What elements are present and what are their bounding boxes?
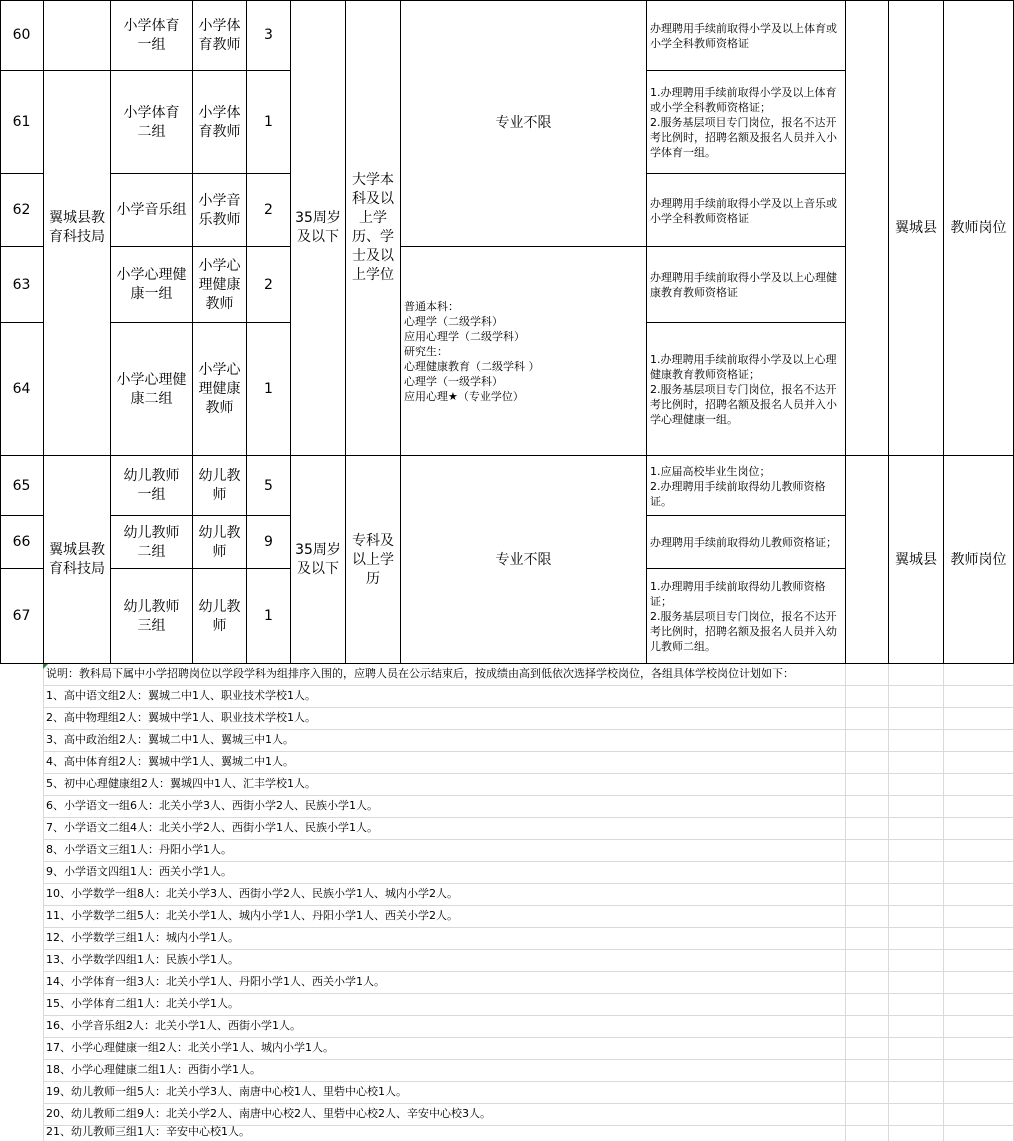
post-type: 教师岗位 [950, 219, 1007, 236]
row-number: 63 [12, 276, 31, 293]
note-line: 14、小学体育一组3人：北关小学1人、丹阳小学1人、西关小学1人。 [46, 975, 385, 988]
sheet-grid-line [845, 663, 846, 1141]
row-number: 65 [12, 477, 31, 494]
hire-count: 1 [264, 608, 273, 624]
row-number: 62 [12, 202, 31, 218]
note-line: 5、初中心理健康组2人：翼城四中1人、汇丰学校1人。 [46, 777, 316, 790]
org-name: 翼城县教育科技局 [49, 542, 105, 577]
group-name: 小学心理健康一组 [116, 267, 187, 302]
note-line: 9、小学语文四组1人：西关小学1人。 [46, 865, 232, 878]
note-line: 20、幼儿教师二组9人：北关小学2人、南唐中心校2人、里砦中心校2人、辛安中心校3人。 [46, 1107, 491, 1120]
note-line: 21、幼儿教师三组1人：辛安中心校1人。 [46, 1125, 250, 1138]
group-name: 小学音乐组 [116, 202, 187, 218]
region: 翼城县 [895, 219, 937, 236]
post-type: 教师岗位 [950, 551, 1007, 568]
age-requirement: 35周岁及以下 [295, 210, 341, 245]
note-line: 6、小学语文一组6人：北关小学3人、西街小学2人、民族小学1人。 [46, 799, 378, 812]
group-name: 幼儿教师一组 [123, 468, 180, 503]
note-line: 8、小学语文三组1人：丹阳小学1人。 [46, 843, 232, 856]
hire-count: 1 [264, 381, 273, 397]
grid-line [845, 0, 846, 663]
row-number: 60 [12, 27, 31, 43]
org-name: 翼城县教育科技局 [49, 210, 105, 245]
region: 翼城县 [895, 551, 937, 568]
hire-count: 3 [264, 27, 273, 43]
note-line: 3、高中政治组2人：翼城二中1人、翼城三中1人。 [46, 733, 294, 746]
other-requirement: 办理聘用手续前取得小学及以上音乐或小学全科教师资格证 [650, 196, 837, 225]
other-requirement: 办理聘用手续前取得幼儿教师资格证； [650, 536, 837, 549]
other-requirement: 办理聘用手续前取得小学及以上体育或小学全科教师资格证 [650, 21, 837, 50]
note-line: 10、小学数学一组8人：北关小学3人、西街小学2人、民族小学1人、城内小学2人。 [46, 887, 458, 900]
post-name: 小学心理健康教师 [198, 362, 241, 416]
note-line: 15、小学体育二组1人：北关小学1人。 [46, 997, 239, 1010]
sheet-grid-line [943, 663, 944, 1141]
sheet-grid-line [888, 663, 889, 1141]
major-requirement: 专业不限 [495, 115, 552, 131]
row-number: 64 [12, 381, 31, 397]
row-number: 61 [12, 114, 31, 130]
note-line: 13、小学数学四组1人：民族小学1人。 [46, 953, 239, 966]
age-requirement: 35周岁及以下 [295, 542, 341, 577]
other-requirement: 1.应届高校毕业生岗位； 2.办理聘用手续前取得幼儿教师资格证。 [650, 464, 826, 508]
note-line: 17、小学心理健康一组2人：北关小学1人、城内小学1人。 [46, 1041, 334, 1054]
note-line: 2、高中物理组2人：翼城中学1人、职业技术学校1人。 [46, 711, 316, 724]
sheet-grid-line [43, 663, 44, 1141]
post-name: 小学体育教师 [198, 104, 241, 140]
group-name: 小学心理健康二组 [116, 371, 187, 407]
note-line: 4、高中体育组2人：翼城中学1人、翼城二中1人。 [46, 755, 294, 768]
notes-intro: 说明：教科局下属中小学招聘岗位以学段学科为组排序入围的，应聘人员在公示结束后，按成绩由高到低依次选择学校岗位，各组具体学校岗位计划如下： [46, 667, 794, 680]
note-line: 1、高中语文组2人：翼城二中1人、职业技术学校1人。 [46, 689, 316, 702]
group-name: 小学体育二组 [123, 104, 180, 140]
post-name: 幼儿教师 [198, 468, 241, 503]
post-name: 小学体育教师 [198, 17, 241, 53]
post-name: 小学心理健康教师 [198, 257, 241, 312]
note-line: 7、小学语文二组4人：北关小学2人、西街小学1人、民族小学1人。 [46, 821, 378, 834]
note-line: 19、幼儿教师一组5人：北关小学3人、南唐中心校1人、里砦中心校1人。 [46, 1085, 407, 1098]
hire-count: 2 [264, 276, 273, 293]
other-requirement: 1.办理聘用手续前取得幼儿教师资格证； 2.服务基层项目专门岗位，报名不达开考比例时，招聘名额及报名人员并入幼儿教师二组。 [650, 580, 837, 653]
other-requirement: 1.办理聘用手续前取得小学及以上心理健康教育教师资格证； 2.服务基层项目专门岗位，报名不达开考比例时，招聘名额及报名人员并入小学心理健康一组。 [650, 353, 837, 426]
education-requirement: 大学本科及以上学历、学士及以上学位 [352, 172, 394, 283]
other-requirement: 办理聘用手续前取得小学及以上心理健康教育教师资格证 [650, 271, 837, 299]
note-line: 18、小学心理健康二组1人：西街小学1人。 [46, 1063, 261, 1076]
row-number: 67 [12, 608, 31, 624]
post-name: 幼儿教师 [198, 598, 241, 634]
post-name: 幼儿教师 [198, 524, 241, 560]
hire-count: 1 [264, 114, 273, 130]
major-requirement: 专业不限 [495, 551, 552, 568]
row-number: 66 [12, 534, 31, 550]
note-line: 11、小学数学二组5人：北关小学1人、城内小学1人、丹阳小学1人、西关小学2人。 [46, 909, 458, 922]
note-line: 12、小学数学三组1人：城内小学1人。 [46, 931, 239, 944]
group-name: 小学体育一组 [123, 17, 180, 53]
hire-count: 9 [264, 534, 273, 550]
education-requirement: 专科及以上学历 [352, 532, 394, 587]
group-name: 幼儿教师三组 [123, 598, 180, 634]
hire-count: 2 [264, 202, 273, 218]
post-name: 小学音乐教师 [198, 192, 241, 228]
note-line: 16、小学音乐组2人：北关小学1人、西街小学1人。 [46, 1019, 301, 1032]
hire-count: 5 [264, 477, 273, 494]
major-requirement: 普通本科： 心理学（二级学科） 应用心理学（二级学科） 研究生： 心理健康教育（二级学科 ） 心理学（一级学科） 应用心理★（专业学位） [404, 300, 540, 403]
group-name: 幼儿教师二组 [123, 524, 180, 560]
other-requirement: 1.办理聘用手续前取得小学及以上体育或小学全科教师资格证； 2.服务基层项目专门岗位，报名不达开考比例时，招聘名额及报名人员并入小学体育一组。 [650, 86, 837, 159]
